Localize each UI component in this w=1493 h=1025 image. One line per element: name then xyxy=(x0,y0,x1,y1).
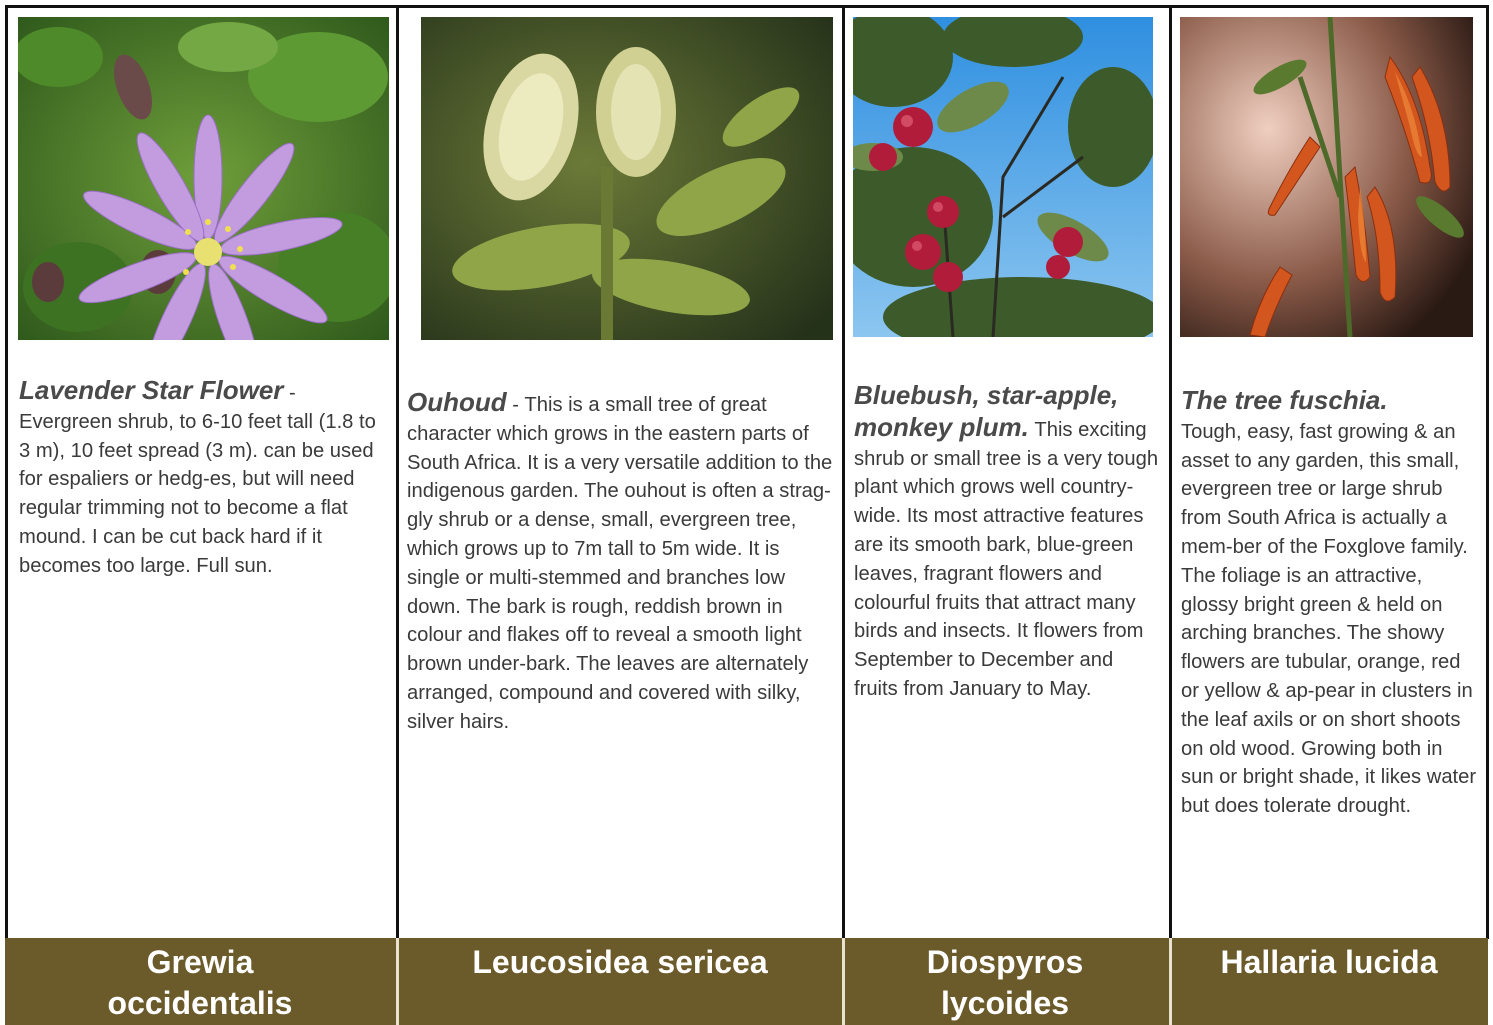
plant-description-2 xyxy=(407,388,837,737)
latin-name-text: Grewia occidentalis xyxy=(107,944,293,1021)
bluebush-photo xyxy=(853,17,1153,337)
plant-common-name: The tree fuschia. xyxy=(1181,385,1388,415)
latin-name-text: Diospyros lycoides xyxy=(926,944,1084,1021)
latin-name-1 xyxy=(90,938,310,1025)
latin-name-text: Hallaria lucida xyxy=(1220,944,1438,980)
latin-name-3 xyxy=(900,938,1110,1025)
plant-description-3 xyxy=(854,381,1159,704)
tree-fuschia-photo xyxy=(1180,17,1473,337)
plant-common-name: Bluebush, star-apple, monkey plum. xyxy=(854,380,1119,442)
plant-description-text: This is a small tree of great character which grows in the eastern parts of South Africa. It is a very versatile addition to the indigenous garden. The ouhout is often a strag-gly shrub or a dense, small, evergreen tree, which grows up to 7m tall to 5m wide. It is single or multi-stemmed and branches low down. The bark is rough, reddish brown in colour and flakes off to reveal a smooth light brown under-bark. The leaves are alternately arranged, compound and covered with silky, silver hairs. xyxy=(407,394,833,733)
footer-divider xyxy=(842,938,845,1025)
plant-description-text: This exciting shrub or small tree is a very tough plant which grows well country-wide. Its most attractive features are its smooth bark, blue-green leaves, fragrant flowers and colourful fruits that attract many birds and insects. It flowers from September to December and fruits from January to May. xyxy=(854,418,1159,700)
latin-name-text: Leucosidea sericea xyxy=(472,944,768,980)
plant-description-text: Evergreen shrub, to 6-10 feet tall (1.8 to 3 m), 10 feet spread (3 m). can be used for espaliers or hedg-es, but will need regular trimming not to become a flat mound. I can be cut back hard if it becomes too large. Full sun. xyxy=(19,410,376,577)
plant-common-name: Ouhoud xyxy=(407,387,507,417)
lavender-star-flower-photo xyxy=(18,17,389,340)
title-separator: - xyxy=(506,394,525,416)
ouhoud-photo xyxy=(421,17,833,340)
footer-divider xyxy=(1169,938,1172,1025)
plant-description-text: Tough, easy, fast growing & an asset to any garden, this small, evergreen tree or large shrub from South Africa is actually a mem-ber of the Foxglove family. The foliage is an attractive, glossy bright green & held on arching branches. The showy flowers are tubular, orange, red or yellow & ap-pear in clusters in the leaf axils or on short shoots on old wood. Growing both in sun or bright shade, it likes water but does tolerate drought. xyxy=(1181,420,1477,818)
plant-description-1 xyxy=(19,376,385,581)
latin-name-4 xyxy=(1178,938,1480,1025)
plant-common-name: Lavender Star Flower xyxy=(19,375,284,405)
footer-divider xyxy=(396,938,399,1025)
latin-name-2 xyxy=(405,938,835,1025)
plant-description-4 xyxy=(1181,386,1477,821)
title-separator: - xyxy=(283,382,296,404)
